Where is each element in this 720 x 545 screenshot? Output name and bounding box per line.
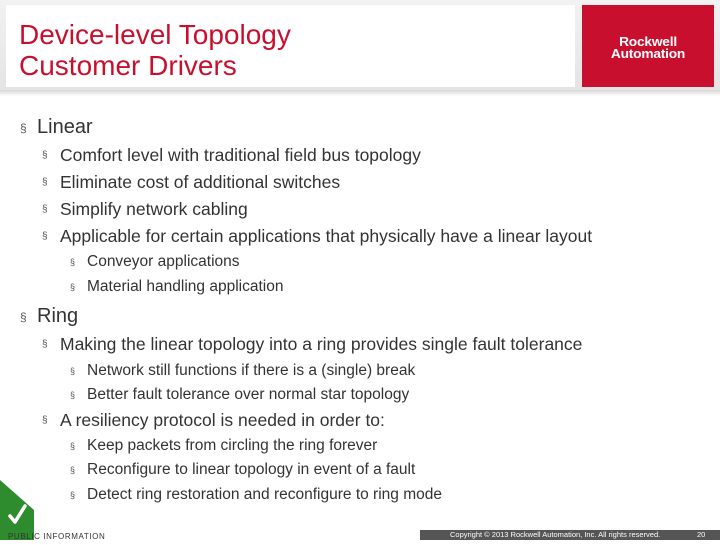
sub-list-item-text: Detect ring restoration and reconfigure to ring mode (87, 486, 442, 503)
sub-list-item-text: Better fault tolerance over normal star topology (87, 386, 410, 403)
list-item-text: Comfort level with traditional field bus topology (60, 145, 421, 165)
bullet-icon: § (42, 177, 48, 188)
list-item-text: Eliminate cost of additional switches (60, 172, 341, 192)
sub-list-item-text: Material handling application (87, 278, 284, 295)
logo-text: Rockwell Automation (610, 35, 686, 61)
bullet-icon: § (70, 490, 76, 500)
bullet-icon: § (70, 282, 76, 292)
sub-list-item-text: Keep packets from circling the ring forever (87, 437, 378, 454)
list-item-text: Applicable for certain applications that physically have a linear layout (60, 226, 593, 246)
classification-label: PUBLIC INFORMATION (8, 532, 106, 541)
bullet-icon: § (70, 366, 76, 376)
bullet-icon: § (42, 150, 48, 161)
bullet-icon: § (70, 465, 76, 475)
checkmark-icon (0, 480, 34, 540)
list-item-text: A resiliency protocol is needed in order to: (60, 410, 385, 430)
header-divider (0, 90, 720, 96)
sub-list-item-text: Network still functions if there is a (single) break (87, 362, 416, 379)
bullet-icon: § (42, 204, 48, 215)
bullet-icon: § (42, 339, 48, 350)
title-panel (6, 5, 575, 87)
company-logo (582, 5, 714, 87)
bullet-icon: § (70, 441, 76, 451)
list-item-text: Simplify network cabling (60, 199, 248, 219)
page-number: 20 (697, 530, 706, 539)
heading-linear: Linear (37, 116, 93, 138)
slide-title: Device-level Topology Customer Drivers (19, 19, 291, 81)
bullet-icon: § (42, 231, 48, 242)
bullet-icon: § (42, 415, 48, 426)
copyright-text: Copyright © 2013 Rockwell Automation, Inc. All rights reserved. (450, 530, 661, 539)
bullet-icon: § (20, 310, 27, 324)
sub-list-item-text: Reconfigure to linear topology in event of a fault (87, 461, 416, 478)
list-item-text: Making the linear topology into a ring provides single fault tolerance (60, 334, 583, 354)
sub-list-item-text: Conveyor applications (87, 253, 240, 270)
bullet-icon: § (70, 257, 76, 267)
heading-ring: Ring (37, 305, 79, 327)
bullet-icon: § (20, 121, 27, 135)
bullet-icon: § (70, 390, 76, 400)
